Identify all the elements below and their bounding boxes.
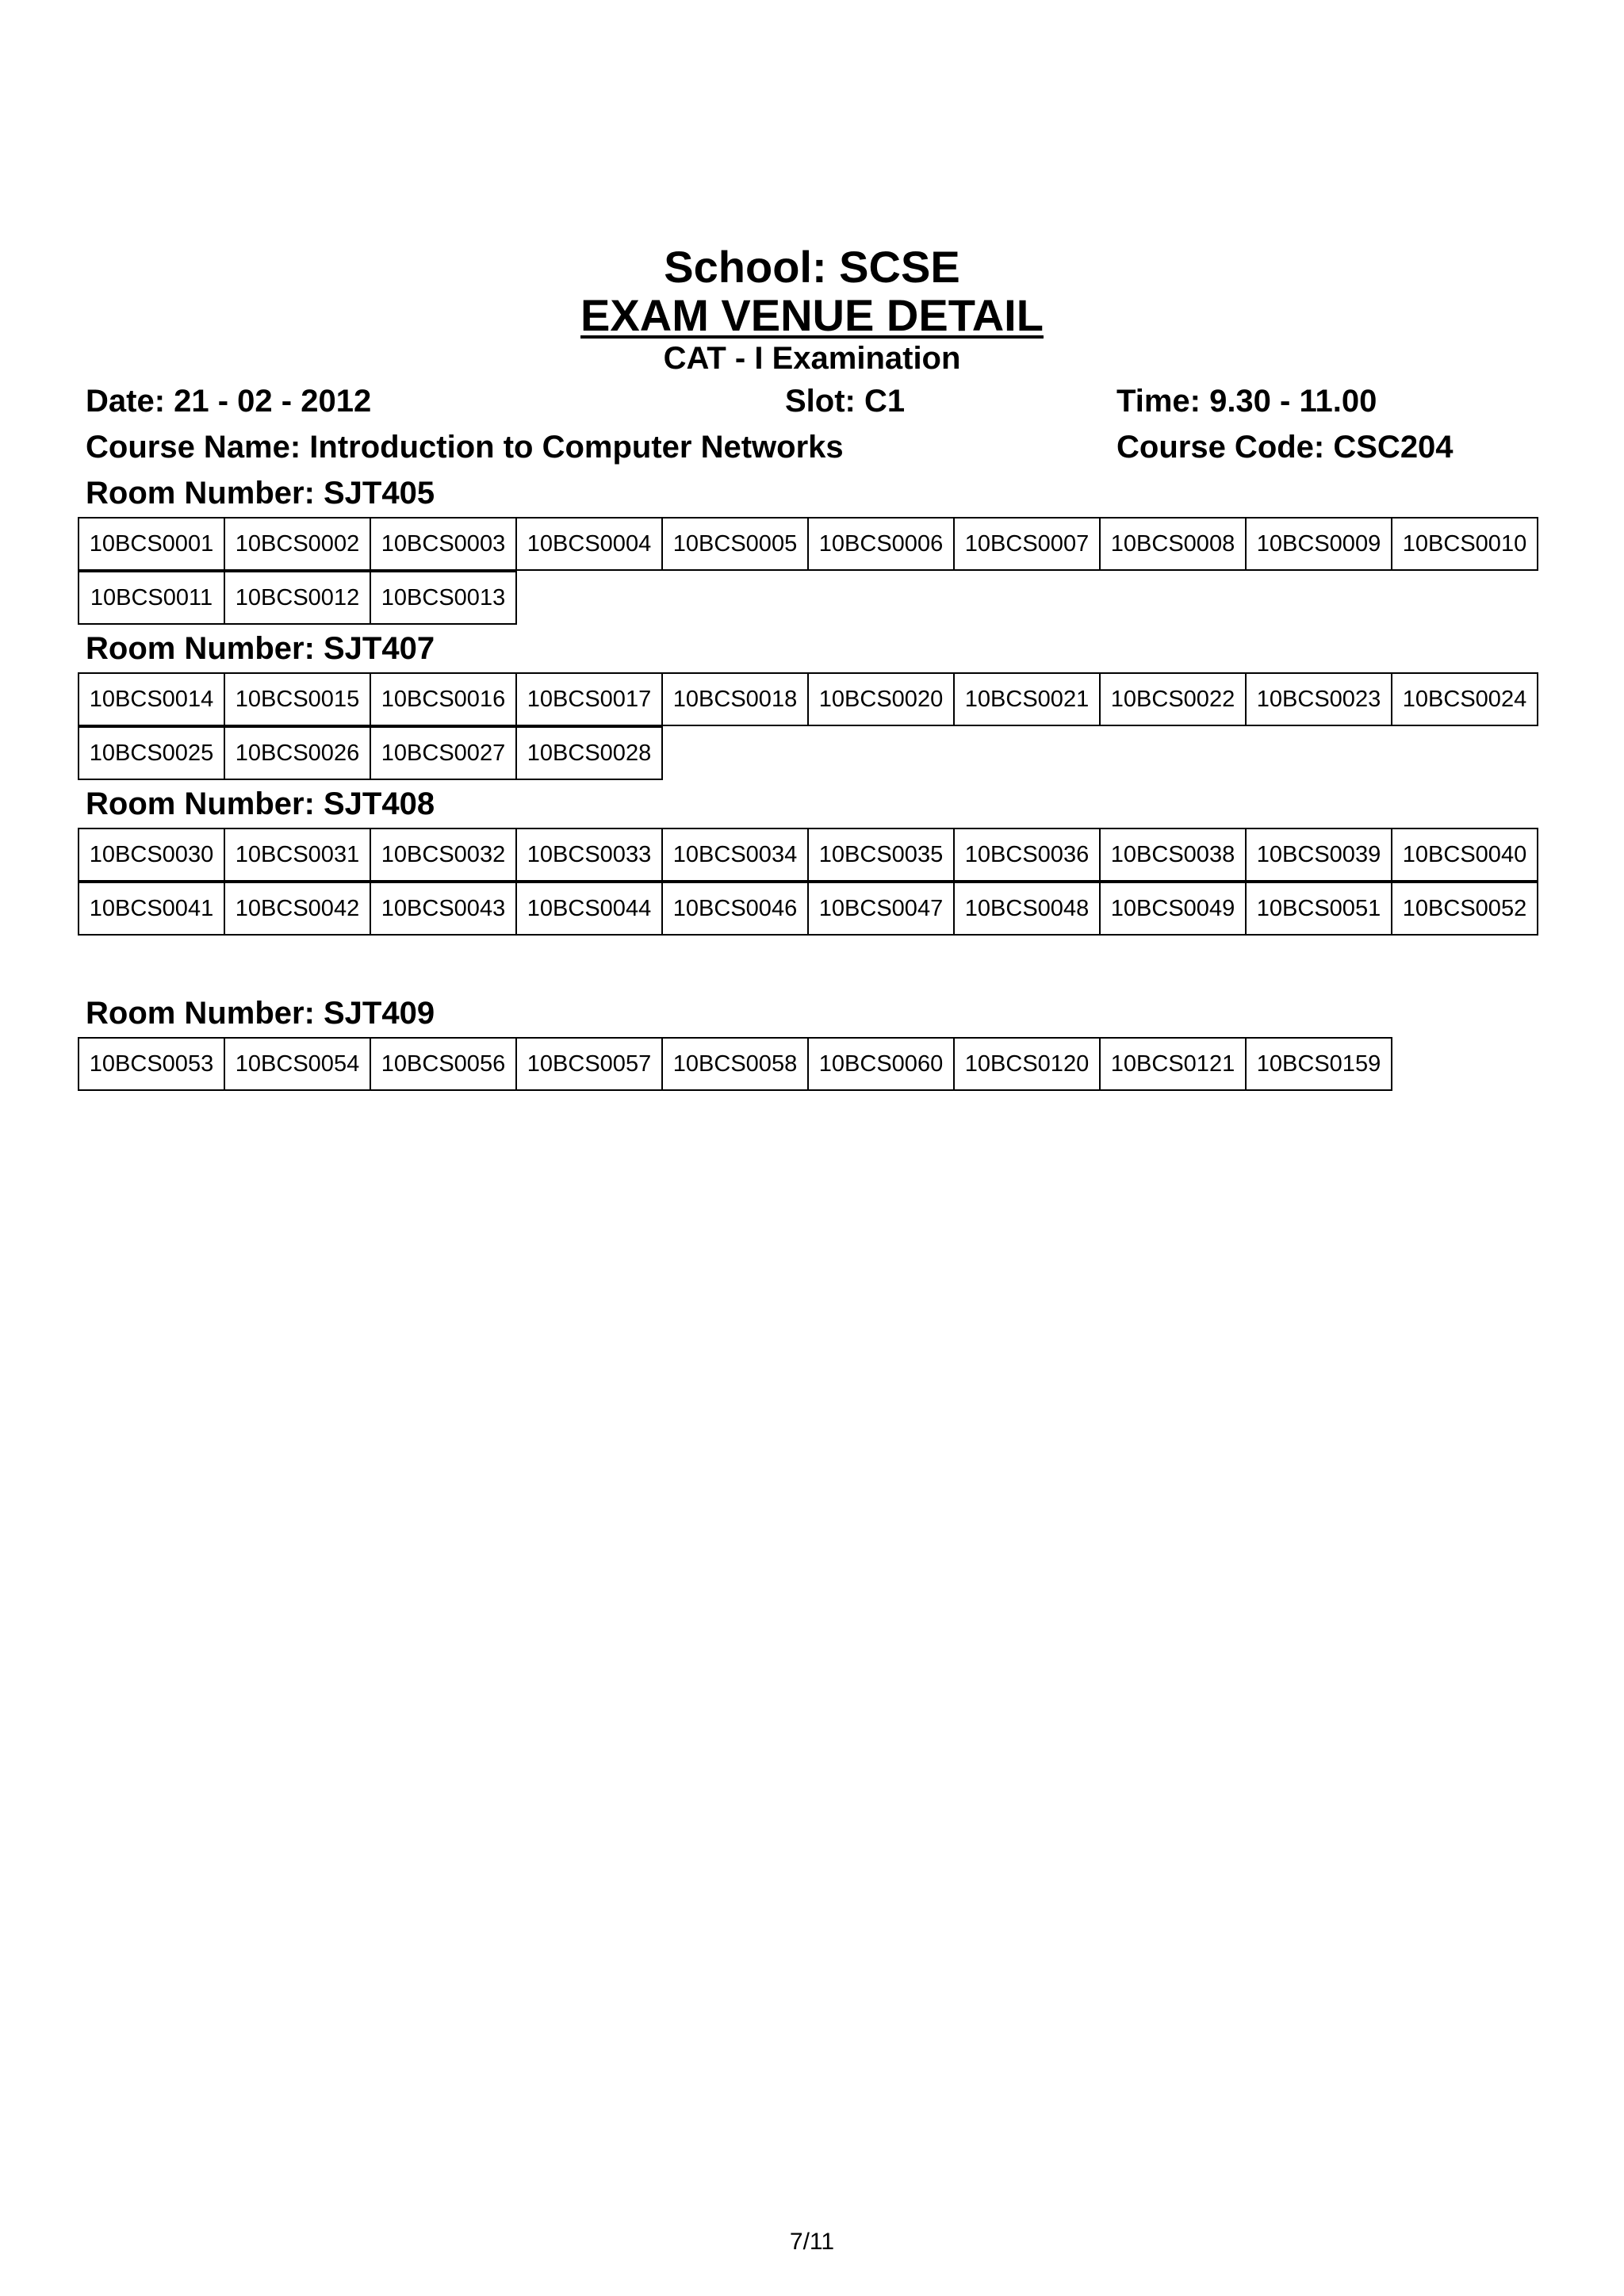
table-row	[78, 882, 1538, 936]
student-id-cell: 10BCS0018	[661, 672, 809, 726]
student-id-cell: 10BCS0040	[1391, 828, 1538, 882]
student-id-cell: 10BCS0039	[1245, 828, 1392, 882]
room-grid-sjt405	[78, 517, 1538, 625]
student-id-cell: 10BCS0159	[1245, 1037, 1392, 1091]
student-id-cell: 10BCS0033	[515, 828, 663, 882]
student-id-cell: 10BCS0038	[1099, 828, 1247, 882]
student-id-cell: 10BCS0007	[953, 517, 1101, 571]
table-row	[78, 1037, 1392, 1091]
table-row	[78, 726, 1538, 780]
student-id-cell: 10BCS0044	[515, 882, 663, 936]
student-id-cell: 10BCS0032	[370, 828, 517, 882]
student-id-cell: 10BCS0001	[78, 517, 225, 571]
student-id-cell: 10BCS0048	[953, 882, 1101, 936]
student-id-cell: 10BCS0011	[78, 571, 225, 625]
student-id-cell: 10BCS0008	[1099, 517, 1247, 571]
room-grid-sjt407	[78, 672, 1538, 780]
student-id-cell: 10BCS0012	[224, 571, 371, 625]
student-id-cell: 10BCS0049	[1099, 882, 1247, 936]
student-id-cell: 10BCS0031	[224, 828, 371, 882]
exam-date: Date: 21 - 02 - 2012	[86, 384, 372, 419]
exam-time: Time: 9.30 - 11.00	[1116, 384, 1377, 419]
student-id-cell: 10BCS0043	[370, 882, 517, 936]
room-grid-sjt408	[78, 828, 1538, 936]
student-id-cell: 10BCS0030	[78, 828, 225, 882]
student-id-cell: 10BCS0017	[515, 672, 663, 726]
table-row	[78, 672, 1538, 726]
student-id-cell: 10BCS0036	[953, 828, 1101, 882]
student-id-cell: 10BCS0046	[661, 882, 809, 936]
student-id-cell: 10BCS0020	[807, 672, 955, 726]
student-id-cell: 10BCS0121	[1099, 1037, 1247, 1091]
student-id-cell: 10BCS0056	[370, 1037, 517, 1091]
student-id-cell: 10BCS0002	[224, 517, 371, 571]
student-id-cell: 10BCS0053	[78, 1037, 225, 1091]
course-name: Course Name: Introduction to Computer Networks	[86, 430, 844, 465]
student-id-cell: 10BCS0005	[661, 517, 809, 571]
table-row	[78, 517, 1538, 571]
exam-name: CAT - I Examination	[663, 341, 961, 376]
student-id-cell: 10BCS0058	[661, 1037, 809, 1091]
exam-slot: Slot: C1	[785, 384, 906, 419]
student-id-cell: 10BCS0051	[1245, 882, 1392, 936]
student-id-cell: 10BCS0016	[370, 672, 517, 726]
table-row	[78, 571, 1538, 625]
student-id-cell: 10BCS0047	[807, 882, 955, 936]
student-id-cell: 10BCS0014	[78, 672, 225, 726]
student-id-cell: 10BCS0027	[370, 726, 517, 780]
student-id-cell: 10BCS0054	[224, 1037, 371, 1091]
student-id-cell: 10BCS0120	[953, 1037, 1101, 1091]
page-number: 7/11	[789, 2229, 835, 2255]
student-id-cell: 10BCS0057	[515, 1037, 663, 1091]
student-id-cell: 10BCS0034	[661, 828, 809, 882]
student-id-cell: 10BCS0022	[1099, 672, 1247, 726]
student-id-cell: 10BCS0015	[224, 672, 371, 726]
table-row	[78, 828, 1538, 882]
student-id-cell: 10BCS0023	[1245, 672, 1392, 726]
student-id-cell: 10BCS0009	[1245, 517, 1392, 571]
room-title-sjt405: Room Number: SJT405	[86, 476, 435, 511]
student-id-cell: 10BCS0006	[807, 517, 955, 571]
student-id-cell: 10BCS0052	[1391, 882, 1538, 936]
student-id-cell: 10BCS0025	[78, 726, 225, 780]
student-id-cell: 10BCS0004	[515, 517, 663, 571]
school-heading: School: SCSE	[664, 242, 960, 292]
student-id-cell: 10BCS0035	[807, 828, 955, 882]
student-id-cell: 10BCS0041	[78, 882, 225, 936]
room-title-sjt408: Room Number: SJT408	[86, 786, 435, 821]
room-grid-sjt409	[78, 1037, 1392, 1091]
document-title-text: EXAM VENUE DETAIL	[580, 290, 1044, 340]
student-id-cell: 10BCS0021	[953, 672, 1101, 726]
student-id-cell: 10BCS0010	[1391, 517, 1538, 571]
student-id-cell: 10BCS0013	[370, 571, 517, 625]
student-id-cell: 10BCS0060	[807, 1037, 955, 1091]
room-title-sjt407: Room Number: SJT407	[86, 631, 435, 666]
room-title-sjt409: Room Number: SJT409	[86, 996, 435, 1031]
student-id-cell: 10BCS0028	[515, 726, 663, 780]
course-code: Course Code: CSC204	[1116, 430, 1454, 465]
document-title	[0, 290, 1624, 341]
student-id-cell: 10BCS0003	[370, 517, 517, 571]
student-id-cell: 10BCS0024	[1391, 672, 1538, 726]
student-id-cell: 10BCS0042	[224, 882, 371, 936]
student-id-cell: 10BCS0026	[224, 726, 371, 780]
